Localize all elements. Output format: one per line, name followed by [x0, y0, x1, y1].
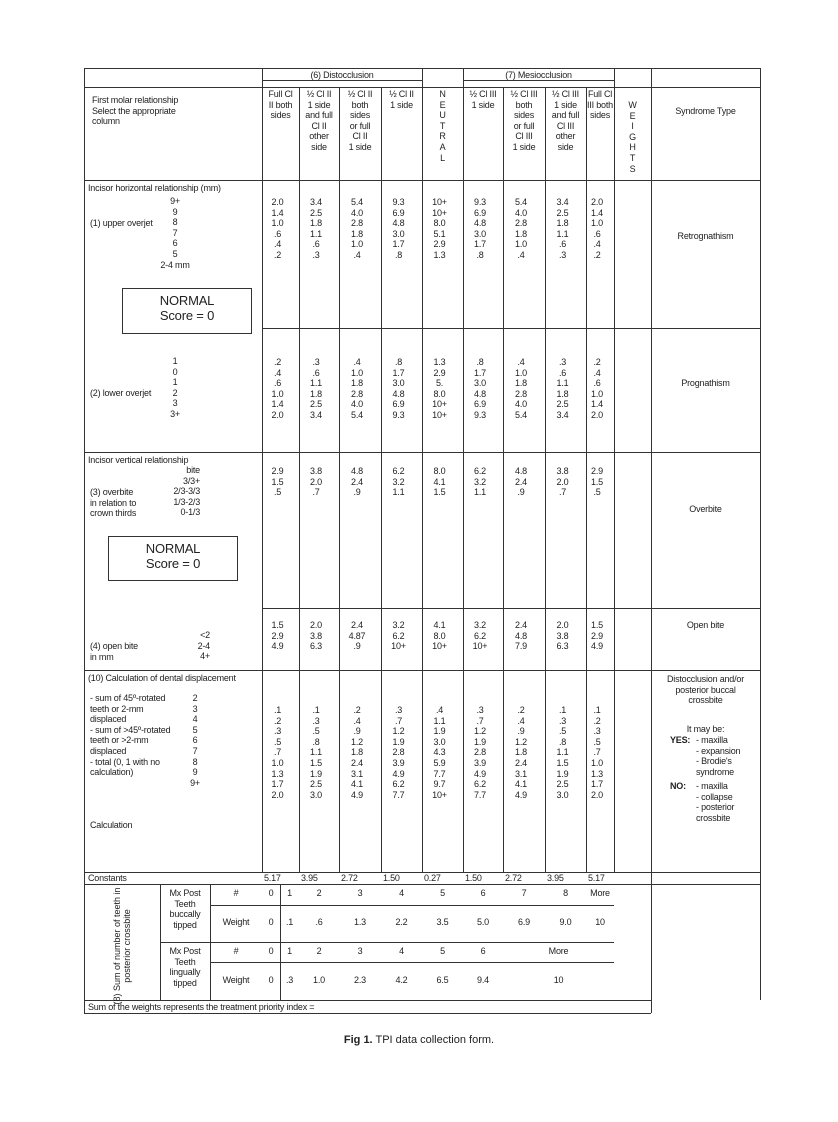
crossbite-cell: 2.3	[354, 975, 366, 985]
constant-value: 0.27	[424, 873, 441, 883]
column-header: ½ Cl II both sides or full Cl II 1 side	[347, 89, 373, 152]
crossbite-cell: More	[548, 946, 569, 956]
crossbite-cell: 5	[440, 888, 445, 898]
score-cell: .8 1.7 3.0 4.8 6.9 9.3	[392, 357, 405, 420]
score-cell: .4 1.0 1.8 2.8 4.0 5.4	[351, 357, 363, 420]
score-cell: .3 .7 1.2 1.9 2.8 3.9 4.9 6.2 7.7	[392, 705, 405, 800]
crossbite-cell: .3	[285, 975, 294, 985]
crossbite-cell: 10	[595, 917, 605, 927]
count-label: #	[233, 888, 239, 898]
score-cell: 2.4 4.8 7.9	[515, 620, 527, 652]
crossbite-cell: 1	[287, 946, 292, 956]
crossbite-cell: 1.3	[354, 917, 366, 927]
constant-value: 5.17	[588, 873, 605, 883]
buccal-label: Mx Post Teeth buccally tipped	[169, 888, 201, 930]
column-line	[614, 68, 615, 872]
distocclusion-header: (6) Distocclusion	[310, 70, 374, 80]
score-cell: 4.8 2.4 .9	[515, 466, 527, 498]
constants-label: Constants	[88, 873, 127, 883]
table-border-right	[760, 68, 761, 1000]
score-cell: 4.1 8.0 10+	[432, 620, 447, 652]
column-line	[545, 87, 546, 872]
crossbite-cell: 6	[480, 888, 486, 898]
row-line	[262, 328, 760, 329]
crossbite-cell: 2.2	[395, 917, 408, 927]
crossbite-cell: 6	[480, 946, 486, 956]
score-cell: 2.4 4.87 .9	[348, 620, 366, 652]
figure-caption	[0, 1034, 838, 1046]
constant-value: 1.50	[465, 873, 482, 883]
column-header: ½ Cl II 1 side and full Cl II other side	[305, 89, 333, 152]
constant-value: 2.72	[505, 873, 522, 883]
syndrome-type-header: Syndrome Type	[675, 106, 736, 116]
crossbite-cell: 3	[357, 946, 363, 956]
constant-value: 1.50	[383, 873, 400, 883]
score-cell: 1.5 2.9 4.9	[271, 620, 284, 652]
section-title: Incisor horizontal relationship (mm)	[88, 183, 221, 193]
constant-value: 2.72	[341, 873, 358, 883]
crossbite-cell: 9.0	[559, 917, 572, 927]
lingual-label: Mx Post Teeth lingually tipped	[169, 946, 201, 988]
score-cell: .8 1.7 3.0 4.8 6.9 9.3	[474, 357, 486, 420]
score-cell: 1.3 2.9 5. 8.0 10+ 10+	[432, 357, 447, 420]
syndrome-label: Open bite	[686, 620, 725, 630]
score-cell: .1 .3 .5 .8 1.1 1.5 1.9 2.5 3.0	[556, 705, 569, 800]
caption-text: TPI data collection form.	[372, 1034, 495, 1046]
column-line	[339, 87, 340, 872]
crossbite-cell: 3	[357, 888, 363, 898]
normal-score-text: NORMAL Score = 0	[145, 541, 201, 571]
column-header: ½ Cl III 1 side and full Cl III other side	[551, 89, 580, 152]
crossbite-cell: 7	[521, 888, 527, 898]
score-cell: 3.2 6.2 10+	[391, 620, 406, 652]
crossbite-cell: 0	[268, 917, 274, 927]
crossbite-cell: 0	[268, 975, 274, 985]
column-line	[586, 87, 587, 872]
level-labels: 9+ 9 8 7 6 5 2-4 mm	[160, 196, 190, 270]
row-label: Calculation	[90, 820, 133, 830]
column-line	[422, 68, 423, 872]
row-line	[210, 905, 614, 906]
weight-label: Weight	[222, 975, 250, 985]
score-cell: .4 1.1 1.9 3.0 4.3 5.9 7.7 9.7 10+	[432, 705, 447, 800]
score-cell: .3 .6 1.1 1.8 2.5 3.4	[310, 357, 322, 420]
crossbite-cell: 0	[268, 888, 274, 898]
row-line	[262, 608, 760, 609]
score-cell: .2 .4 .9 1.2 1.8 2.4 3.1 4.1 4.9	[515, 705, 527, 800]
score-cell: 5.4 4.0 2.8 1.8 1.0 .4	[515, 197, 527, 260]
no-text: - maxilla - collapse - posterior crossbite	[696, 781, 735, 823]
row-line	[84, 452, 760, 453]
weight-label: Weight	[222, 917, 250, 927]
column-line	[463, 68, 464, 872]
score-cell: .3 .6 1.1 1.8 2.5 3.4	[556, 357, 569, 420]
score-cell: 1.5 2.9 4.9	[591, 620, 603, 652]
column-header: Full Cl III both sides	[587, 89, 613, 121]
row-label: (2) lower overjet	[90, 388, 152, 398]
syndrome-label: Overbite	[689, 504, 722, 514]
crossbite-rotated-label: (8) Sum of number of teeth in posterior crossbite	[112, 887, 132, 1005]
score-cell: .2 .4 .6 1.0 1.4 2.0	[591, 357, 603, 420]
table-border-bottom	[84, 1013, 651, 1014]
crossbite-cell: More	[590, 888, 610, 898]
score-cell: 2.9 1.5 .5	[591, 466, 603, 498]
row-line	[84, 670, 760, 671]
syndrome-label: Distocclusion and/or posterior buccal crossbite	[666, 674, 745, 706]
column-header: ½ Cl II 1 side	[389, 89, 414, 110]
crossbite-cell: 2	[316, 888, 322, 898]
row-label: (4) open bite in mm	[90, 641, 138, 662]
first-molar-label: First molar relationship Select the appropriate column	[92, 95, 179, 127]
section-title: (10) Calculation of dental displacement	[88, 673, 236, 683]
score-cell: .1 .3 .5 .8 1.1 1.5 1.9 2.5 3.0	[310, 705, 322, 800]
score-cell: 10+ 10+ 8.0 5.1 2.9 1.3	[432, 197, 447, 260]
score-cell: 2.0 3.8 6.3	[310, 620, 322, 652]
constant-value: 3.95	[301, 873, 318, 883]
crossbite-cell: 4.2	[395, 975, 408, 985]
column-line	[381, 87, 382, 872]
score-cell: 9.3 6.9 4.8 3.0 1.7 .8	[474, 197, 486, 260]
section-title: Incisor vertical relationship	[88, 455, 189, 465]
caption-label: Fig 1.	[343, 1034, 373, 1046]
score-cell: .1 .2 .3 .5 .7 1.0 1.3 1.7 2.0	[271, 705, 284, 800]
score-cell: .1 .2 .3 .5 .7 1.0 1.3 1.7 2.0	[591, 705, 603, 800]
syndrome-note: It may be:	[686, 724, 725, 734]
level-labels: bite 3/3+ 2/3-3/3 1/3-2/3 0-1/3	[173, 465, 200, 518]
crossbite-cell: 9.4	[477, 975, 489, 985]
weights-header: W E I G H T S	[628, 100, 637, 174]
syndrome-label: Prognathism	[681, 378, 730, 388]
mesiocclusion-header: (7) Mesiocclusion	[505, 70, 572, 80]
crossbite-cell: 5	[440, 946, 445, 956]
crossbite-cell: 1.0	[313, 975, 325, 985]
yes-label: YES:	[670, 735, 691, 745]
crossbite-cell: 5.0	[477, 917, 489, 927]
score-cell: 8.0 4.1 1.5	[433, 466, 446, 498]
yes-text: - maxilla - expansion - Brodie's syndrome	[696, 735, 741, 777]
score-cell: 3.4 2.5 1.8 1.1 .6 .3	[310, 197, 322, 260]
column-header: ½ Cl III 1 side	[469, 89, 497, 110]
syndrome-label: Retrognathism	[677, 231, 734, 241]
crossbite-cell: .6	[315, 917, 323, 927]
level-labels: 1 0 1 2 3 3+	[170, 356, 180, 419]
row-line	[84, 884, 760, 885]
count-label: #	[233, 946, 239, 956]
crossbite-cell: 2	[316, 946, 322, 956]
score-cell: 2.0 1.4 1.0 .6 .4 .2	[271, 197, 284, 260]
column-line	[503, 87, 504, 872]
crossbite-cell: 1	[287, 888, 292, 898]
crossbite-cell: 4	[399, 888, 404, 898]
crossbite-cell: 8	[563, 888, 568, 898]
crossbite-cell: .1	[285, 917, 294, 927]
crossbite-cell: 3.5	[436, 917, 449, 927]
score-cell: 3.2 6.2 10+	[472, 620, 488, 652]
score-cell: 9.3 6.9 4.8 3.0 1.7 .8	[392, 197, 405, 260]
score-cell: .3 .7 1.2 1.9 2.8 3.9 4.9 6.2 7.7	[474, 705, 486, 800]
level-labels: 2 3 4 5 6 7 8 9 9+	[190, 693, 200, 788]
crossbite-cell: 10	[553, 975, 564, 985]
no-label: NO:	[670, 781, 686, 791]
row-line	[210, 962, 614, 963]
score-cell: 6.2 3.2 1.1	[392, 466, 405, 498]
score-cell: 2.0 3.8 6.3	[556, 620, 569, 652]
score-cell: 2.9 1.5 .5	[271, 466, 284, 498]
column-header: Full Cl II both sides	[268, 89, 293, 121]
score-cell: .4 1.0 1.8 2.8 4.0 5.4	[515, 357, 527, 420]
row-label: (1) upper overjet	[90, 218, 153, 228]
crossbite-cell: 6.9	[518, 917, 530, 927]
row-label: (3) overbite in relation to crown thirds	[90, 487, 137, 519]
score-cell: .2 .4 .6 1.0 1.4 2.0	[271, 357, 284, 420]
constant-value: 3.95	[547, 873, 564, 883]
score-cell: .2 .4 .9 1.2 1.8 2.4 3.1 4.1 4.9	[351, 705, 363, 800]
column-line	[299, 87, 300, 872]
score-cell: 4.8 2.4 .9	[351, 466, 363, 498]
score-cell: 3.8 2.0 .7	[310, 466, 322, 498]
crossbite-cell: 0	[268, 946, 274, 956]
row-label: - sum of 45º-rotated teeth or 2-mm displaced - sum of >45º-rotated teeth or >2-mm displaced - total (0, 1 with no calculation)	[90, 693, 171, 778]
level-labels: <2 2-4 4+	[197, 630, 210, 662]
crossbite-cell: 4	[399, 946, 404, 956]
normal-score-text: NORMAL Score = 0	[159, 293, 215, 323]
constant-value: 5.17	[264, 873, 281, 883]
treatment-priority-sum: Sum of the weights represents the treatment priority index =	[88, 1002, 315, 1012]
row-line	[84, 1000, 651, 1001]
row-line	[160, 942, 614, 943]
crossbite-cell: 6.5	[436, 975, 449, 985]
score-cell: 3.8 2.0 .7	[556, 466, 569, 498]
score-cell: 3.4 2.5 1.8 1.1 .6 .3	[556, 197, 569, 260]
column-header: ½ Cl III both sides or full Cl III 1 side	[510, 89, 538, 152]
score-cell: 2.0 1.4 1.0 .6 .4 .2	[591, 197, 603, 260]
column-header: N E U T R A L	[439, 89, 446, 163]
score-cell: 5.4 4.0 2.8 1.8 1.0 .4	[351, 197, 363, 260]
score-cell: 6.2 3.2 1.1	[474, 466, 486, 498]
